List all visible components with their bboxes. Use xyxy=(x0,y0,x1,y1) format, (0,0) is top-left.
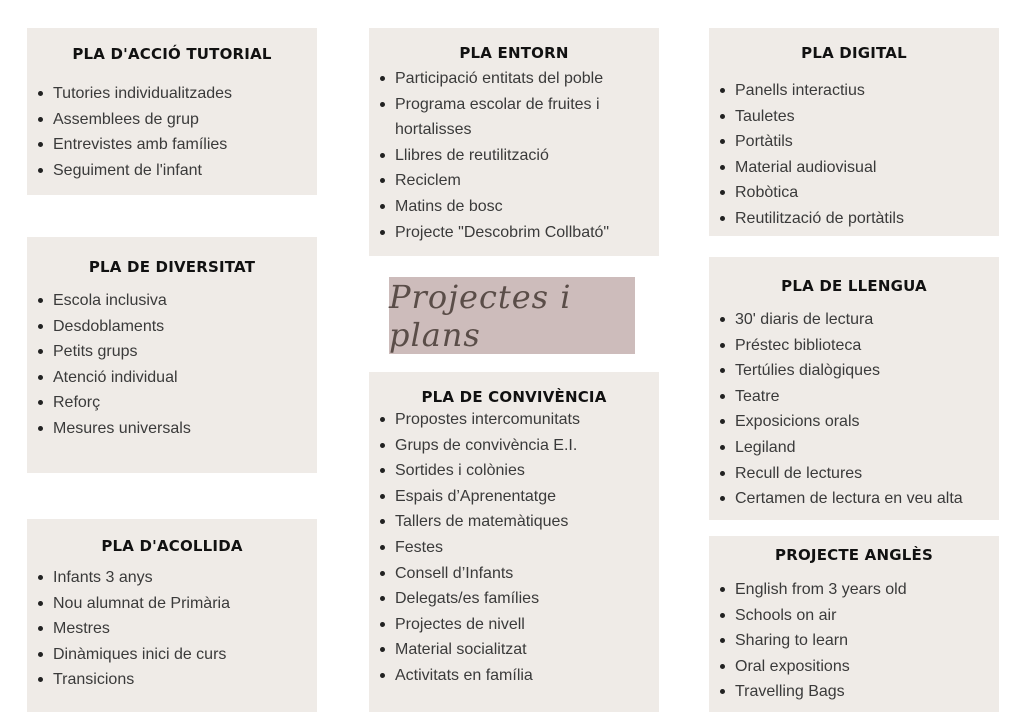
list-item: Legiland xyxy=(709,435,999,461)
list-item: Teatre xyxy=(709,384,999,410)
list-item: Reciclem xyxy=(369,168,659,194)
card-title: PLA ENTORN xyxy=(459,44,569,62)
card-title: PLA DE CONVIVÈNCIA xyxy=(421,388,607,406)
card-title: PLA D'ACOLLIDA xyxy=(101,537,243,555)
list-item: Tallers de matemàtiques xyxy=(369,509,659,535)
card-projecte-angles xyxy=(709,536,999,712)
list-item: Seguiment de l'infant xyxy=(27,158,317,184)
list-item: Recull de lectures xyxy=(709,461,999,487)
list-item: Espais d’Aprenentatge xyxy=(369,484,659,510)
list-item: Escola inclusiva xyxy=(27,288,317,314)
list-item: Material socialitzat xyxy=(369,637,659,663)
list-item: Tertúlies dialògiques xyxy=(709,358,999,384)
list-item: Matins de bosc xyxy=(369,194,659,220)
list-item: Portàtils xyxy=(709,129,999,155)
item-list xyxy=(369,66,659,245)
list-item: Festes xyxy=(369,535,659,561)
item-list xyxy=(709,78,999,232)
card-pla-digital xyxy=(709,28,999,236)
list-item: Transicions xyxy=(27,667,317,693)
list-item: Delegats/es famílies xyxy=(369,586,659,612)
list-item: Préstec biblioteca xyxy=(709,333,999,359)
item-list xyxy=(709,577,999,705)
list-item: Participació entitats del poble xyxy=(369,66,659,92)
list-item: Sortides i colònies xyxy=(369,458,659,484)
list-item: Atenció individual xyxy=(27,365,317,391)
list-item: Sharing to learn xyxy=(709,628,999,654)
card-pla-diversitat xyxy=(27,237,317,473)
list-item: Tauletes xyxy=(709,104,999,130)
list-item: Mestres xyxy=(27,616,317,642)
list-item: Consell d’Infants xyxy=(369,561,659,587)
list-item: Llibres de reutilització xyxy=(369,143,659,169)
card-pla-convivencia xyxy=(369,372,659,712)
card-title: PLA DE DIVERSITAT xyxy=(88,258,256,276)
card-title: PLA D'ACCIÓ TUTORIAL xyxy=(72,45,272,63)
item-list xyxy=(27,288,317,442)
item-list xyxy=(369,407,659,689)
item-list xyxy=(709,307,999,512)
list-item: Material audiovisual xyxy=(709,155,999,181)
list-item: Dinàmiques inici de curs xyxy=(27,642,317,668)
list-item: Programa escolar de fruites i hortalisses xyxy=(369,92,659,143)
page-title: Projectes i plans xyxy=(389,277,572,354)
list-item: Infants 3 anys xyxy=(27,565,317,591)
list-item: Projecte "Descobrim Collbató" xyxy=(369,220,659,246)
card-pla-llengua xyxy=(709,257,999,520)
list-item: Panells interactius xyxy=(709,78,999,104)
list-item: Oral expositions xyxy=(709,654,999,680)
list-item: Tutories individualitzades xyxy=(27,81,317,107)
list-item: Certamen de lectura en veu alta xyxy=(709,486,999,512)
list-item: English from 3 years old xyxy=(709,577,999,603)
list-item: Propostes intercomunitats xyxy=(369,407,659,433)
list-item: Grups de convivència E.I. xyxy=(369,433,659,459)
card-pla-acollida xyxy=(27,519,317,712)
item-list xyxy=(27,81,317,183)
list-item: Reutilització de portàtils xyxy=(709,206,999,232)
list-item: Desdoblaments xyxy=(27,314,317,340)
list-item: Projectes de nivell xyxy=(369,612,659,638)
card-title: PLA DE LLENGUA xyxy=(781,277,927,295)
card-title: PLA DIGITAL xyxy=(801,44,907,62)
card-pla-entorn xyxy=(369,28,659,256)
list-item: Schools on air xyxy=(709,603,999,629)
list-item: Entrevistes amb famílies xyxy=(27,132,317,158)
list-item: Mesures universals xyxy=(27,416,317,442)
list-item: Exposicions orals xyxy=(709,409,999,435)
card-title: PROJECTE ANGLÈS xyxy=(775,546,933,564)
list-item: Nou alumnat de Primària xyxy=(27,591,317,617)
list-item: Robòtica xyxy=(709,180,999,206)
list-item: Travelling Bags xyxy=(709,679,999,705)
list-item: Reforç xyxy=(27,390,317,416)
card-pla-accio-tutorial xyxy=(27,28,317,195)
list-item: Activitats en família xyxy=(369,663,659,689)
list-item: 30' diaris de lectura xyxy=(709,307,999,333)
main-title-box xyxy=(389,277,635,354)
list-item: Petits grups xyxy=(27,339,317,365)
item-list xyxy=(27,565,317,693)
list-item: Assemblees de grup xyxy=(27,107,317,133)
